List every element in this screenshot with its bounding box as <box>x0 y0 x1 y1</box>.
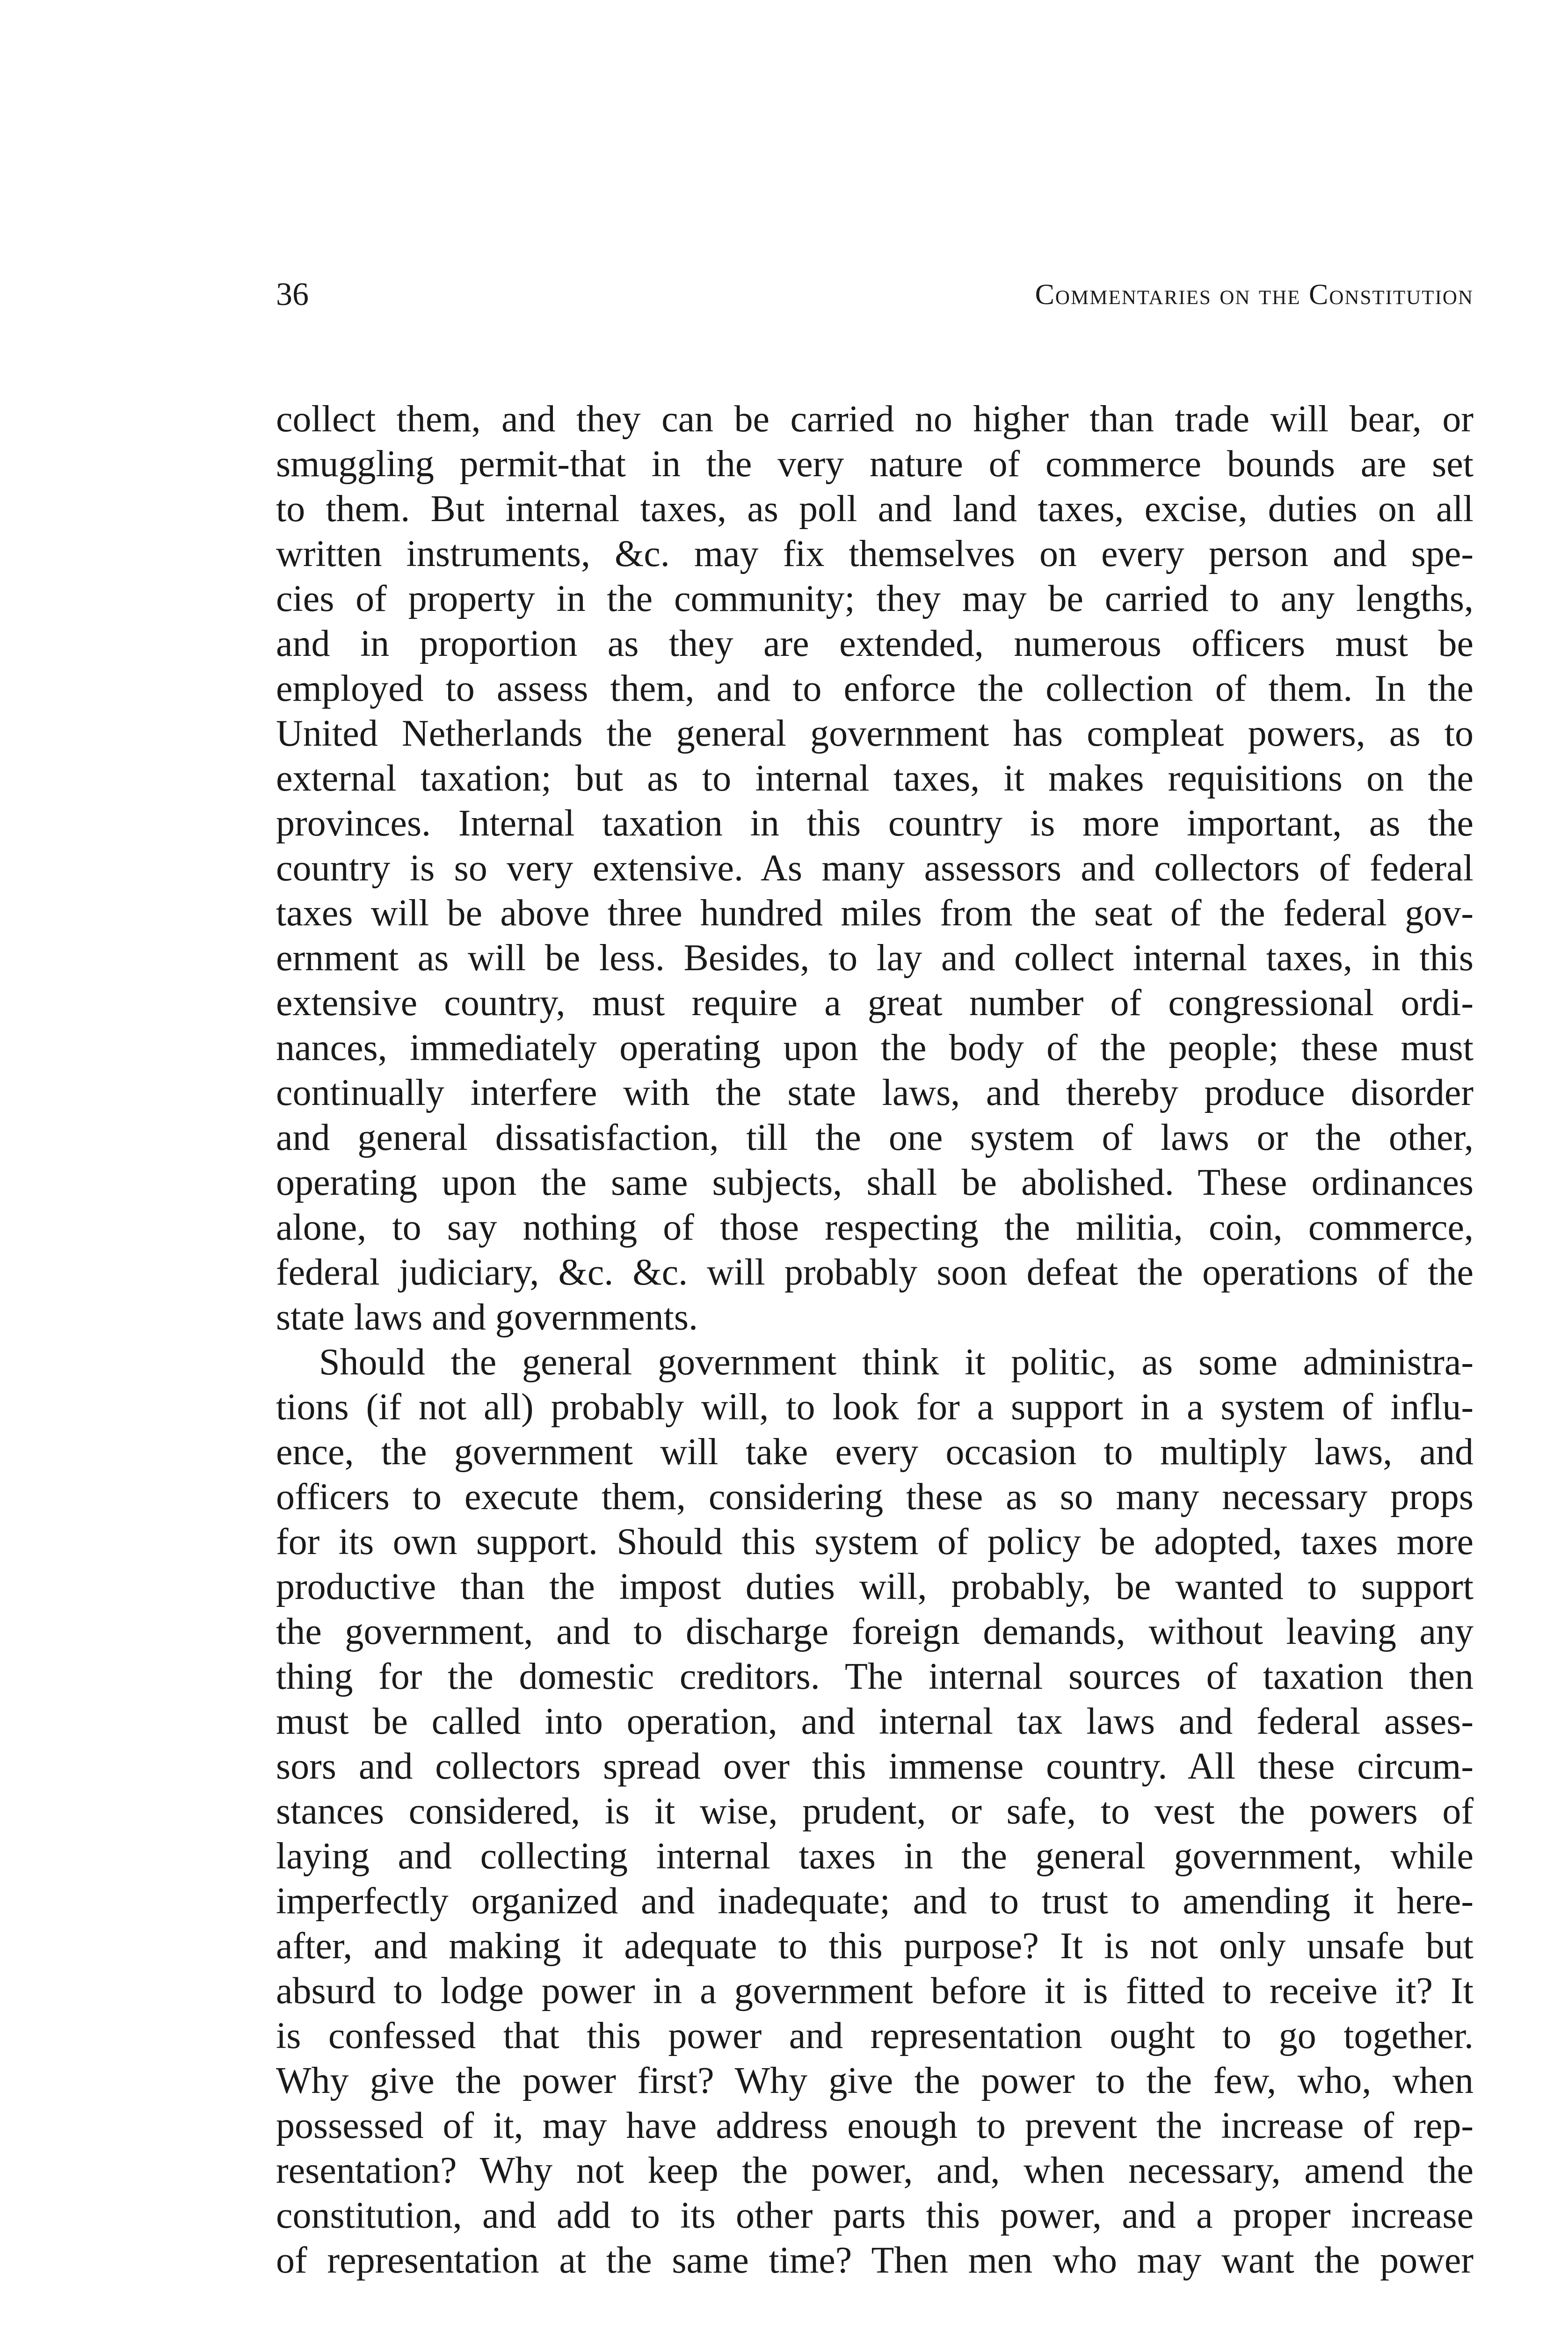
text-line: ernment as will be less. Besides, to lay and collect internal taxes, in this <box>276 937 1474 979</box>
text-line: United Netherlands the general government has compleat powers, as to <box>276 713 1474 754</box>
text-line: the government, and to discharge foreign demands, without leaving any <box>276 1611 1474 1652</box>
text-line: external taxation; but as to internal taxes, it makes requisitions on the <box>276 758 1474 799</box>
text-line: written instruments, &c. may fix themselves on every person and spe- <box>276 533 1474 574</box>
text-line: alone, to say nothing of those respecting the militia, coin, commerce, <box>276 1207 1474 1248</box>
text-line: operating upon the same subjects, shall be abolished. These ordinances <box>276 1162 1474 1203</box>
text-line: employed to assess them, and to enforce the collection of them. In the <box>276 668 1474 709</box>
text-line: after, and making it adequate to this purpose? It is not only unsafe but <box>276 1925 1474 1967</box>
text-line: is confessed that this power and representation ought to go together. <box>276 2015 1474 2056</box>
text-line: Should the general government think it politic, as some administra- <box>319 1342 1474 1383</box>
text-line: absurd to lodge power in a government before it is fitted to receive it? It <box>276 1970 1474 2012</box>
text-line: and general dissatisfaction, till the one system of laws or the other, <box>276 1117 1474 1158</box>
text-line: provinces. Internal taxation in this country is more important, as the <box>276 803 1474 844</box>
text-line: state laws and governments. <box>276 1297 698 1338</box>
text-line: Why give the power first? Why give the power to the few, who, when <box>276 2060 1474 2101</box>
text-line: resentation? Why not keep the power, and, when necessary, amend the <box>276 2150 1474 2191</box>
text-line: for its own support. Should this system of policy be adopted, taxes more <box>276 1521 1474 1562</box>
text-line: federal judiciary, &c. &c. will probably soon defeat the operations of the <box>276 1252 1474 1293</box>
page-number: 36 <box>276 276 309 312</box>
text-line: taxes will be above three hundred miles from the seat of the federal gov- <box>276 893 1474 934</box>
text-line: imperfectly organized and inadequate; and to trust to amending it here- <box>276 1881 1474 1922</box>
text-line: possessed of it, may have address enough to prevent the increase of rep- <box>276 2105 1474 2146</box>
text-line: collect them, and they can be carried no higher than trade will bear, or <box>276 399 1474 440</box>
text-line: continually interfere with the state laws, and thereby produce disorder <box>276 1072 1474 1113</box>
text-line: and in proportion as they are extended, numerous officers must be <box>276 623 1474 664</box>
text-line: to them. But internal taxes, as poll and land taxes, excise, duties on all <box>276 488 1474 530</box>
text-line: constitution, and add to its other parts this power, and a proper increase <box>276 2195 1474 2236</box>
text-line: country is so very extensive. As many assessors and collectors of federal <box>276 848 1474 889</box>
text-line: productive than the impost duties will, probably, be wanted to support <box>276 1566 1474 1607</box>
text-line: laying and collecting internal taxes in the general government, while <box>276 1836 1474 1877</box>
body-text <box>276 397 1474 2283</box>
text-line: of representation at the same time? Then men who may want the power <box>276 2240 1474 2281</box>
text-line: cies of property in the community; they may be carried to any lengths, <box>276 578 1474 619</box>
text-line: thing for the domestic creditors. The internal sources of taxation then <box>276 1656 1474 1697</box>
text-line: smuggling permit-that in the very nature of commerce bounds are set <box>276 443 1474 485</box>
text-line: stances considered, is it wise, prudent, or safe, to vest the powers of <box>276 1791 1474 1832</box>
text-line: must be called into operation, and internal tax laws and federal asses- <box>276 1701 1474 1742</box>
text-line: officers to execute them, considering these as so many necessary props <box>276 1476 1474 1518</box>
text-line: nances, immediately operating upon the body of the people; these must <box>276 1027 1474 1068</box>
text-line: ence, the government will take every occasion to multiply laws, and <box>276 1431 1474 1473</box>
running-title: Commentaries on the Constitution <box>1035 279 1474 311</box>
text-line: sors and collectors spread over this immense country. All these circum- <box>276 1746 1474 1787</box>
text-line: extensive country, must require a great number of congressional ordi- <box>276 982 1474 1024</box>
running-head <box>276 274 1474 316</box>
text-line: tions (if not all) probably will, to look for a support in a system of influ- <box>276 1387 1474 1428</box>
